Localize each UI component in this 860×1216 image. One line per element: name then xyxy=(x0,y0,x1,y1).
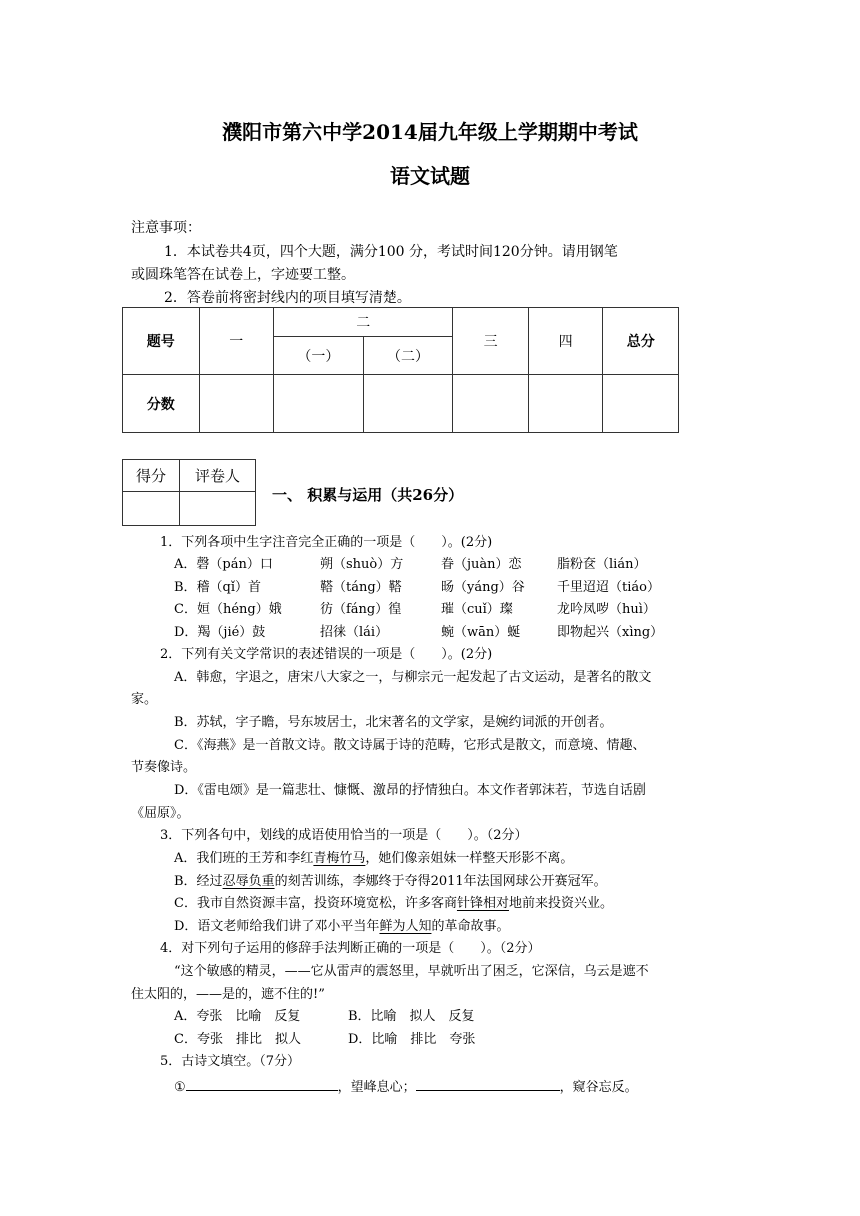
notice-item-1-line-1: 1．本试卷共4页，四个大题，满分100 分，考试时间120分钟。请用钢笔 xyxy=(164,244,618,260)
q2-option-d-line-1: D．《雷电颂》是一篇悲壮、慷慨、激昂的抒情独白。本文作者郭沫若，节选自话剧 xyxy=(174,783,646,798)
q1-option-b-2: 鞳（táng）鞳 xyxy=(320,580,402,595)
q1-option-d-1: D．羯（jié）鼓 xyxy=(174,625,266,640)
notice-heading: 注意事项： xyxy=(131,220,201,236)
grader-box xyxy=(122,459,256,526)
q2-option-c-line-2: 节奏像诗。 xyxy=(131,760,197,775)
q4-stem: 4．对下列句子运用的修辞手法判断正确的一项是（ ）。（2分） xyxy=(160,941,541,956)
q4-quote-line-2: 住太阳的，——是的，遮不住的!” xyxy=(131,987,325,1002)
notice-item-1-line-2: 或圆珠笔答在试卷上，字迹要工整。 xyxy=(131,267,355,283)
q1-option-b-3: 旸（yáng）谷 xyxy=(441,580,525,595)
score-table-col-2: 二 xyxy=(274,308,453,337)
score-table-col-4: 四 xyxy=(528,308,603,375)
q1-option-a-1: A．磬（pán）口 xyxy=(174,557,273,572)
q4-option-c: C．夸张 排比 拟人 xyxy=(174,1032,301,1047)
q3-option-c: C．我市自然资源丰富，投资环境宽松，许多客商针锋相对地前来投资兴业。 xyxy=(174,896,613,911)
q2-option-d-line-2: 《屈原》。 xyxy=(131,806,190,821)
q3-option-a: A．我们班的王芳和李红青梅竹马，她们像亲姐妹一样整天形影不离。 xyxy=(174,851,574,866)
q3-option-b: B．经过忍辱负重的刻苦训练，李娜终于夺得2011年法国网球公开赛冠军。 xyxy=(174,874,607,889)
grader-box-grader-cell[interactable] xyxy=(180,492,256,526)
q1-option-d-2: 招徕（lái） xyxy=(320,625,389,640)
q3-option-b-idiom: 忍辱负重 xyxy=(222,874,275,889)
q3-option-c-idiom: 针锋相对 xyxy=(456,896,509,911)
q5-blank-2[interactable] xyxy=(416,1076,560,1091)
notice-item-2: 2．答卷前将密封线内的项目填写清楚。 xyxy=(164,290,411,306)
q1-option-d-4: 即物起兴（xìng） xyxy=(557,625,664,640)
q1-option-a-3: 眷（juàn）恋 xyxy=(441,557,522,572)
score-table-header-label: 题号 xyxy=(123,308,200,375)
grader-box-score-cell[interactable] xyxy=(123,492,180,526)
score-cell[interactable] xyxy=(199,375,274,433)
q5-line-1: ① ，望峰息心； ，窥谷忘反。 xyxy=(174,1076,638,1098)
q2-option-c-line-1: C．《海燕》是一首散文诗。散文诗属于诗的范畴，它形式是散文，而意境、情趣、 xyxy=(174,738,646,753)
section-1-heading: 一、 积累与运用（共26分） xyxy=(272,486,464,504)
q2-option-a-line-2: 家。 xyxy=(131,692,158,707)
score-table-col-1: 一 xyxy=(199,308,274,375)
score-table-score-label: 分数 xyxy=(123,375,200,433)
grader-box-score-label: 得分 xyxy=(123,460,180,492)
q2-stem: 2．下列有关文学常识的表述错误的一项是（ ）。(2分) xyxy=(160,647,493,662)
q1-option-b-1: B．稽（qǐ）首 xyxy=(174,580,262,595)
q2-option-a-line-1: A．韩愈，字退之，唐宋八大家之一，与柳宗元一起发起了古文运动，是著名的散文 xyxy=(174,670,652,685)
q1-option-c-4: 龙吟凤哕（huì） xyxy=(557,602,656,617)
score-cell[interactable] xyxy=(363,375,453,433)
q4-quote-line-1: “这个敏感的精灵，——它从雷声的震怒里，早就听出了困乏，它深信，乌云是遮不 xyxy=(174,964,649,979)
score-table-subcol-1: （一） xyxy=(274,337,364,375)
score-table xyxy=(122,307,679,433)
q4-option-d: D．比喻 排比 夸张 xyxy=(348,1032,476,1047)
q5-blank-1[interactable] xyxy=(186,1076,338,1091)
score-table-col-3: 三 xyxy=(453,308,529,375)
q1-option-a-2: 朔（shuò）方 xyxy=(320,557,404,572)
q1-option-a-4: 脂粉奁（lián） xyxy=(557,557,647,572)
q3-stem: 3．下列各句中，划线的成语使用恰当的一项是（ ）。（2分） xyxy=(160,828,528,843)
score-table-subcol-2: （二） xyxy=(363,337,453,375)
q5-stem: 5．古诗文填空。（7分） xyxy=(160,1054,301,1069)
page-title: 濮阳市第六中学2014届九年级上学期期中考试 xyxy=(222,120,638,144)
score-cell[interactable] xyxy=(603,375,679,433)
q1-option-c-3: 璀（cuǐ）璨 xyxy=(441,602,513,617)
q1-option-c-1: C．姮（héng）娥 xyxy=(174,602,282,617)
q1-option-d-3: 蜿（wān）蜒 xyxy=(441,625,521,640)
score-cell[interactable] xyxy=(528,375,603,433)
q2-option-b: B．苏轼，字子瞻，号东坡居士，北宋著名的文学家，是婉约词派的开创者。 xyxy=(174,715,613,730)
q1-option-c-2: 彷（fáng）徨 xyxy=(320,602,402,617)
q1-option-b-4: 千里迢迢（tiáo） xyxy=(557,580,660,595)
score-cell[interactable] xyxy=(274,375,364,433)
q3-option-d: D．语文老师给我们讲了邓小平当年鲜为人知的革命故事。 xyxy=(174,919,510,934)
q3-option-a-idiom: 青梅竹马 xyxy=(313,851,366,866)
q4-option-a: A．夸张 比喻 反复 xyxy=(174,1009,301,1024)
q4-option-b: B．比喻 拟人 反复 xyxy=(348,1009,475,1024)
score-cell[interactable] xyxy=(453,375,529,433)
q3-option-d-idiom: 鲜为人知 xyxy=(379,919,432,934)
q1-stem: 1．下列各项中生字注音完全正确的一项是（ ）。(2分) xyxy=(160,535,493,550)
grader-box-grader-label: 评卷人 xyxy=(180,460,256,492)
score-table-col-total: 总分 xyxy=(603,308,679,375)
page-subtitle: 语文试题 xyxy=(390,164,470,188)
